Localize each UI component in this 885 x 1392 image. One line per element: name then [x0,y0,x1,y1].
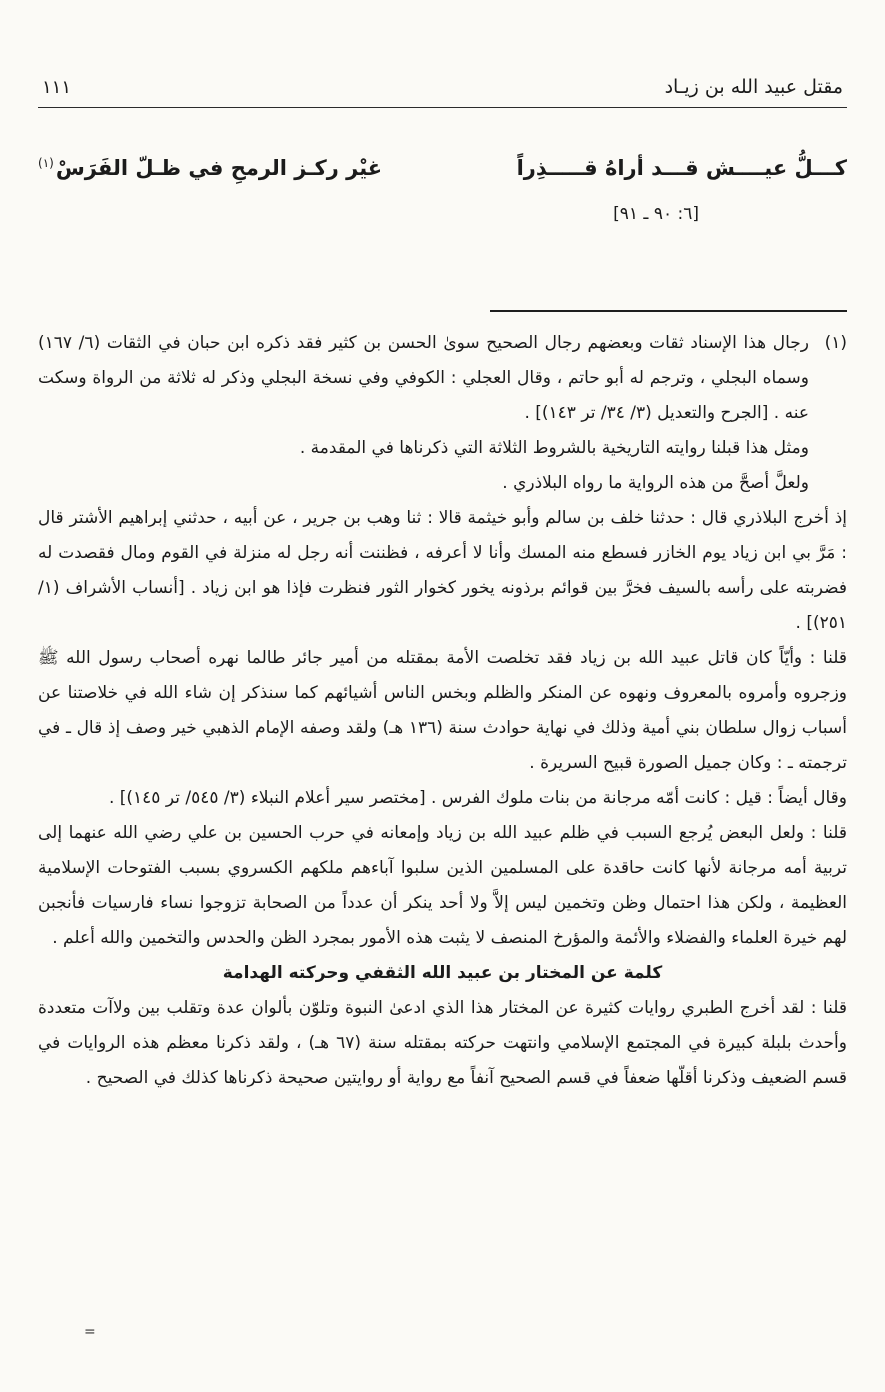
footnote-paragraph-1-text: رجال هذا الإسناد ثقات وبعضهم رجال الصحيح سوىٰ الحسن بن كثير فقد ذكره ابن حبان في الثقات (٦/ ١٦٧) وسماه البجلي ، وترجم له أبو حاتم ، وقال العجلي : الكوفي وفي نسخة البجلي وذكر له ثلاثة من الرواة وسكت عنه . [الجرح والتعديل (٣/ ٣٤/ تر ١٤٣)] . [38,332,809,423]
footnote-reference-marker: (١) [38,156,54,170]
continuation-mark: = [84,1324,96,1340]
footnote-paragraph-4: إذ أخرج البلاذري قال : حدثنا خلف بن سالم وأبو خيثمة قالا : ثنا وهب بن جرير ، عن أبيه ، حدثني إبراهيم الأشتر قال : مَرَّ بي ابن زياد يوم الخازر فسطع منه المسك وأنا لا أعرفه ، فظننت أنه رجل له منزلة في القوم ومال فقصدت له فضربته على رأسه بالسيف فخرَّ بين قوائم برذونه يخور كخوار الثور فنظرت فإذا هو ابن زياد . [أنساب الأشراف (١/ ٢٥١)] . [38,507,847,633]
footnote-subheading: كلمة عن المختار بن عبيد الله الثقفي وحركته الهدامة [222,962,663,983]
hemistich-first: كـــلُّ عيــــش قـــد أراهُ قـــــذِراً [516,156,847,180]
footnote-number: (١) [824,332,847,353]
footnote-paragraph-2: ومثل هذا قبلنا روايته التاريخية بالشروط الثلاثة التي ذكرناها في المقدمة . [299,437,809,458]
footnote-block [38,326,847,1096]
footnote-paragraph-8: قلنا : لقد أخرج الطبري روايات كثيرة عن المختار هذا الذي ادعىٰ النبوة وتلوّن بألوان عدة وتقلب بين ولاآت متعددة وأحدث بلبلة كبيرة في المجتمع الإسلامي وانتهت حركته بمقتله سنة (٦٧ هـ) ، ولقد ذكرنا معظم هذه الروايات في قسم الضعيف وذكرنا أقلّها ضعفاً في قسم الصحيح آنفاً مع رواية أو روايتين صحيحة ذكرناها كذلك في الصحيح . [38,997,847,1088]
footnote-paragraph-1 [38,326,847,431]
page-header [38,76,847,108]
page-number: ١١١ [42,77,72,98]
hemistich-second-text: غيْر ركـز الرمحِ في ظـلّ الفَرَسْ [55,156,383,180]
footnote-paragraph-6: وقال أيضاً : قيل : كانت أمّه مرجانة من بنات ملوك الفرس . [مختصر سير أعلام النبلاء (٣/ ٥٤٥/ تر ١٤٥)] . [108,787,847,808]
footnote-separator-rule [490,310,847,312]
poem-verse [38,152,847,186]
running-title: مقتل عبيد الله بن زيـاد [664,76,843,98]
hemistich-second [38,152,382,186]
footnote-indented-section [38,326,847,501]
footnote-paragraph-5: قلنا : وأيّاً كان قاتل عبيد الله بن زياد فقد تخلصت الأمة بمقتله من أمير جائر طالما نهره أصحاب رسول الله ﷺ وزجروه وأمروه بالمعروف ونهوه عن المنكر والظلم وبخس الناس أشيائهم كما سنذكر إن شاء الله في خلاصتنا عن أسباب زوال سلطان بني أمية وذلك في نهاية حوادث سنة (١٣٦ هـ) ولقد وصفه الإمام الذهبي خير وصف إذ قال ـ في ترجمته ـ : وكان جميل الصورة قبيح السريرة . [38,647,847,773]
poem-citation: [٦: ٩٠ ـ ٩١] [613,203,699,224]
footnote-paragraph-3: ولعلَّ أصحَّ من هذه الرواية ما رواه البلاذري . [502,472,809,493]
footnote-paragraph-7: قلنا : ولعل البعض يُرجع السبب في ظلم عبيد الله بن زياد وإمعانه في حرب الحسين بن علي رضي الله عنهما إلى تربية أمه مرجانة لأنها كانت حاقدة على المسلمين الذين سلبوا آباءهم ملكهم الكسروي بسبب الفتوحات الإسلامية العظيمة ، ولكن هذا احتمال وظن وتخمين ليس إلاَّ ولا أحد ينكر أن عدداً من الصحابة تزوجوا نساء فارسيات فأنجبن لهم خيرة العلماء والفضلاء والأئمة والمؤرخ المنصف لا يثبت هذه الأمور بمجرد الظن والحدس والتخمين والله أعلم . [38,822,847,948]
